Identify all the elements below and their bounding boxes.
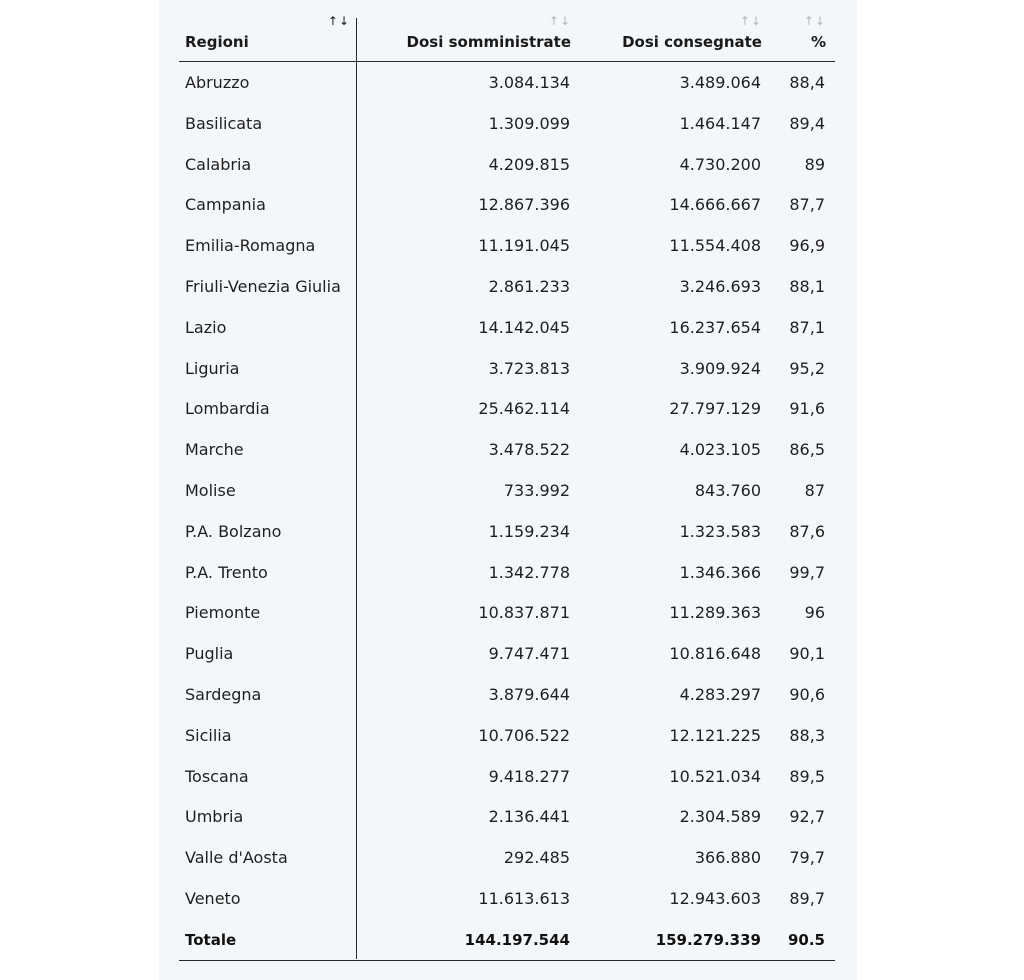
table-row [179,837,835,878]
percent-cell: 96 [804,603,825,623]
region-cell: Sicilia [185,725,232,745]
table-row [179,592,835,633]
doses-delivered-cell: 843.760 [694,480,761,500]
doses-administered-cell: 733.992 [503,480,570,500]
doses-delivered-cell: 4.283.297 [679,684,761,704]
table-row [179,715,835,756]
sort-icon[interactable]: ↑↓ [548,14,571,28]
doses-delivered-cell: 4.730.200 [679,154,761,174]
doses-delivered-cell: 16.237.654 [669,317,761,337]
doses-delivered-cell: 1.323.583 [679,521,761,541]
doses-administered-cell: 25.462.114 [478,399,570,419]
doses-administered-cell: 1.309.099 [488,113,570,133]
region-cell: Campania [185,195,266,215]
sort-icon[interactable]: ↑↓ [739,14,762,28]
table-row [179,266,835,307]
doses-delivered-cell: 3.246.693 [679,276,761,296]
doses-delivered-cell: 12.943.603 [669,888,761,908]
column-header-somministrate[interactable] [399,0,571,61]
table-total-row [179,919,835,960]
doses-delivered-cell: 11.289.363 [669,603,761,623]
percent-cell: 90.5 [787,930,825,949]
table-row [179,756,835,797]
percent-cell: 92,7 [789,807,825,827]
sort-icon[interactable]: ↑↓ [803,14,826,28]
region-cell: Abruzzo [185,73,250,92]
region-cell: Basilicata [185,113,263,133]
doses-administered-cell: 9.418.277 [488,766,570,786]
percent-cell: 87 [804,480,825,500]
doses-delivered-cell: 4.023.105 [679,440,761,460]
doses-administered-cell: 1.342.778 [488,562,570,582]
doses-administered-cell: 14.142.045 [478,317,570,337]
doses-delivered-cell: 1.464.147 [679,113,761,133]
column-header-label: % [810,33,826,51]
table-row [179,511,835,552]
percent-cell: 96,9 [789,236,825,256]
percent-cell: 88,1 [789,276,825,296]
doses-administered-cell: 1.159.234 [488,521,570,541]
doses-administered-cell: 11.613.613 [478,888,570,908]
column-header-label: Dosi somministrate [406,33,571,51]
percent-cell: 90,1 [789,644,825,664]
percent-cell: 79,7 [789,848,825,868]
doses-delivered-cell: 27.797.129 [669,399,761,419]
doses-administered-cell: 2.136.441 [488,807,570,827]
percent-cell: 87,6 [789,521,825,541]
table-row [179,878,835,919]
doses-delivered-cell: 3.909.924 [679,358,761,378]
region-cell: Liguria [185,358,240,378]
table-row [179,470,835,511]
percent-cell: 86,5 [789,440,825,460]
region-cell: Sardegna [185,684,262,704]
region-cell: Valle d'Aosta [185,848,288,868]
doses-delivered-cell: 10.521.034 [669,766,761,786]
table-row [179,103,835,144]
percent-cell: 95,2 [789,358,825,378]
table-row [179,796,835,837]
table-row [179,633,835,674]
percent-cell: 87,1 [789,317,825,337]
percent-cell: 89,4 [789,113,825,133]
doses-delivered-cell: 159.279.339 [655,930,761,949]
table-header [179,0,835,62]
table-body [179,62,835,960]
region-cell: P.A. Trento [185,562,268,582]
doses-delivered-cell: 2.304.589 [679,807,761,827]
doses-delivered-cell: 1.346.366 [679,562,761,582]
doses-administered-cell: 3.084.134 [488,73,570,92]
doses-administered-cell: 292.485 [503,848,570,868]
percent-cell: 89,5 [789,766,825,786]
percent-cell: 88,3 [789,725,825,745]
region-cell: P.A. Bolzano [185,521,282,541]
doses-delivered-cell: 11.554.408 [669,236,761,256]
doses-administered-cell: 3.723.813 [488,358,570,378]
doses-delivered-cell: 12.121.225 [669,725,761,745]
column-divider [356,18,357,959]
doses-administered-cell: 12.867.396 [478,195,570,215]
doses-administered-cell: 2.861.233 [488,276,570,296]
table-row [179,62,835,103]
region-cell: Veneto [185,888,241,908]
region-cell: Lazio [185,317,227,337]
table-row [179,144,835,185]
percent-cell: 87,7 [789,195,825,215]
table-row [179,225,835,266]
region-cell: Lombardia [185,399,270,419]
doses-delivered-cell: 14.666.667 [669,195,761,215]
column-header-label: Dosi consegnate [622,33,762,51]
table-row [179,674,835,715]
table-row [179,348,835,389]
percent-cell: 88,4 [789,73,825,92]
percent-cell: 99,7 [789,562,825,582]
table-panel [159,0,857,980]
region-cell: Friuli-Venezia Giulia [185,276,341,296]
region-cell: Piemonte [185,603,261,623]
doses-administered-cell: 144.197.544 [464,930,570,949]
percent-cell: 91,6 [789,399,825,419]
vaccine-doses-table [179,0,835,961]
region-cell: Puglia [185,644,234,664]
region-cell: Umbria [185,807,244,827]
table-row [179,429,835,470]
table-row [179,552,835,593]
percent-cell: 89,7 [789,888,825,908]
region-cell: Totale [185,930,237,949]
doses-delivered-cell: 3.489.064 [679,73,761,92]
percent-cell: 90,6 [789,684,825,704]
region-cell: Calabria [185,154,252,174]
doses-administered-cell: 10.706.522 [478,725,570,745]
doses-administered-cell: 11.191.045 [478,236,570,256]
percent-cell: 89 [804,154,825,174]
doses-delivered-cell: 366.880 [694,848,761,868]
column-header-regioni[interactable] [185,0,350,61]
doses-delivered-cell: 10.816.648 [669,644,761,664]
doses-administered-cell: 3.478.522 [488,440,570,460]
region-cell: Emilia-Romagna [185,236,316,256]
table-row [179,307,835,348]
table-row [179,184,835,225]
region-cell: Toscana [185,766,249,786]
doses-administered-cell: 10.837.871 [478,603,570,623]
column-header-consegnate[interactable] [599,0,762,61]
column-header-percent[interactable] [779,0,826,61]
column-header-label: Regioni [185,33,249,51]
doses-administered-cell: 4.209.815 [488,154,570,174]
region-cell: Marche [185,440,244,460]
doses-administered-cell: 9.747.471 [488,644,570,664]
doses-administered-cell: 3.879.644 [488,684,570,704]
sort-icon[interactable]: ↑↓ [327,14,350,28]
table-row [179,388,835,429]
region-cell: Molise [185,480,236,500]
